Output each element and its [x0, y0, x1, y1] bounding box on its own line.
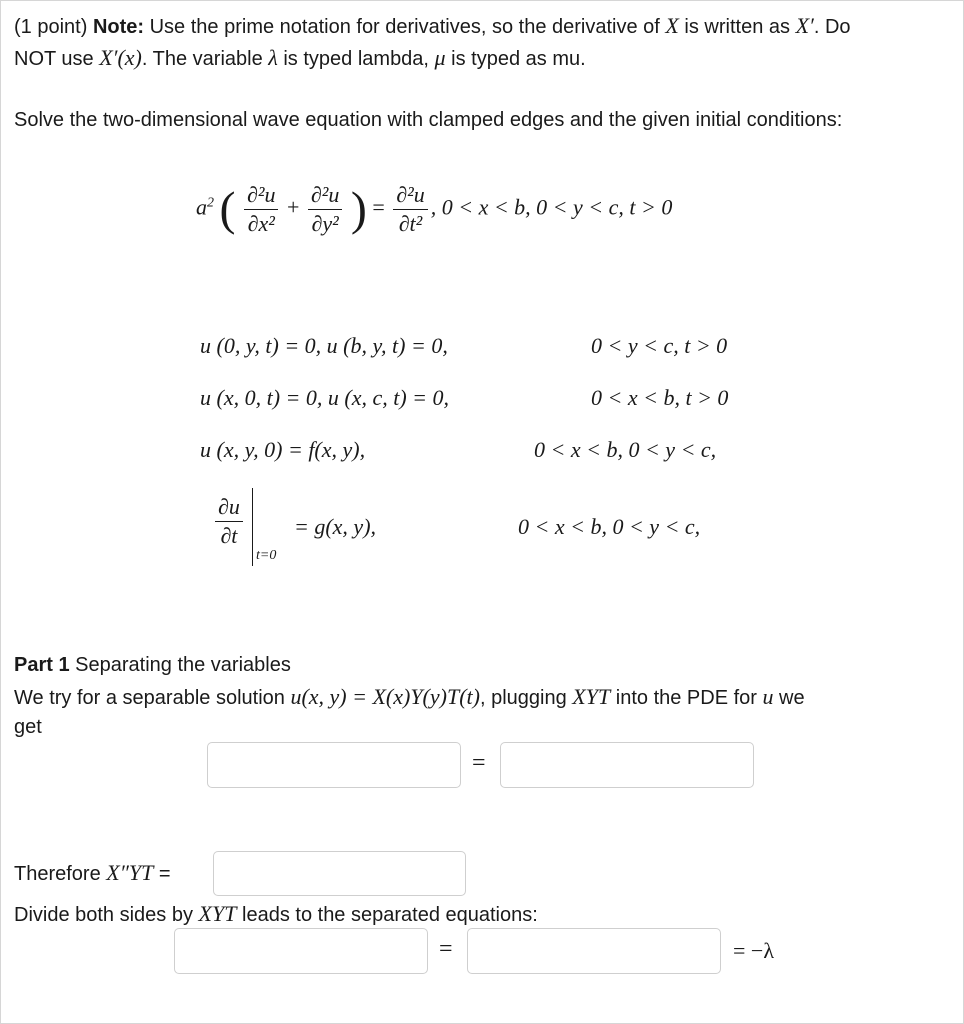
- frac-uyy: [308, 183, 342, 236]
- frac-den: ∂x²: [247, 211, 275, 236]
- frac-den: ∂t²: [398, 211, 423, 236]
- pde-coef: a: [196, 194, 207, 220]
- ic-f-lhs: u (x, y, 0) = f(x, y),: [200, 437, 366, 462]
- therefore-equals: =: [153, 863, 171, 885]
- answer-box-sep-lhs[interactable]: [174, 928, 428, 974]
- frac-num: ∂²u: [308, 183, 342, 210]
- var-XYT-2: XYT: [198, 901, 237, 926]
- pde-domain: , 0 < x < b, 0 < y < c, t > 0: [430, 194, 673, 220]
- var-X-prime-x: X′(x): [99, 45, 142, 70]
- var-u: u: [762, 684, 774, 709]
- var-lambda: λ: [268, 45, 278, 70]
- part1-text-d: we: [773, 687, 805, 709]
- right-paren: ): [350, 182, 367, 236]
- bc-y-rhs: 0 < x < b, t > 0: [591, 385, 729, 410]
- pde-equals: =: [372, 194, 385, 220]
- problem-statement: Solve the two-dimensional wave equation with clamped edges and the given initial conditions:: [14, 109, 843, 131]
- note-line-2: [14, 42, 586, 75]
- ic-g-rhs: = g(x, y),: [294, 514, 377, 539]
- plus-sign: +: [286, 194, 300, 220]
- part1-text-c: into the PDE for: [610, 687, 763, 709]
- neg-lambda: = −λ: [733, 938, 774, 963]
- frac-den: ∂t: [220, 523, 238, 548]
- note-label: Note:: [92, 16, 145, 38]
- part1-line: [14, 681, 805, 714]
- note-text-g: is typed as mu.: [445, 48, 586, 70]
- part1-label: Part 1: [14, 654, 70, 676]
- divide-text-a: Divide both sides by: [14, 904, 199, 926]
- left-paren: (: [219, 182, 236, 236]
- equals-sign-1: =: [472, 750, 486, 776]
- note-text-b: is written as: [678, 16, 796, 38]
- var-mu: μ: [434, 45, 446, 70]
- therefore-line: [14, 857, 171, 890]
- frac-num: ∂²u: [393, 183, 427, 210]
- divide-line: [14, 898, 538, 931]
- var-XYT: XYT: [572, 684, 611, 709]
- bc-x-lhs: u (0, y, t) = 0, u (b, y, t) = 0,: [200, 333, 448, 358]
- divide-text-b: leads to the separated equations:: [236, 904, 538, 926]
- part1-heading: [14, 650, 291, 681]
- answer-box-rhs[interactable]: [500, 742, 754, 788]
- part1-text-a: We try for a separable solution: [14, 687, 291, 709]
- frac-uxx: [244, 183, 278, 236]
- note-text-a: Use the prime notation for derivatives, so the derivative of: [144, 16, 666, 38]
- eval-bar: [252, 488, 253, 566]
- answer-box-therefore[interactable]: [213, 851, 466, 896]
- bc-x-rhs: 0 < y < c, t > 0: [591, 333, 728, 358]
- part1-get: get: [14, 716, 42, 738]
- therefore-label: Therefore: [14, 863, 107, 885]
- ic-deriv-frac: [212, 495, 246, 548]
- equals-sign-2: =: [439, 936, 453, 962]
- points-label: (1 point): [14, 16, 88, 38]
- note-text-f: is typed lambda,: [277, 48, 435, 70]
- note-text-c: . Do: [813, 16, 851, 38]
- separable-solution: u(x, y) = X(x)Y(y)T(t): [290, 684, 480, 709]
- frac-utt: [393, 183, 427, 236]
- note-line-1: [14, 10, 851, 43]
- bc-y-lhs: u (x, 0, t) = 0, u (x, c, t) = 0,: [200, 385, 450, 410]
- frac-dudt: [215, 495, 243, 548]
- part1-text-b: , plugging: [479, 687, 573, 709]
- therefore-expr: X″YT: [106, 860, 154, 885]
- wave-equation: $a^2$ ( $\frac{\text{∂²u}}{\text{∂x²}}$ + $\frac{\text{∂²u}}{\text{∂y²}}$ ) = $\frac{\text{∂²u}}{\text{∂t²}}$ , 0 < x < b, 0 < y < c, t > 0: [196, 182, 673, 236]
- note-text-e: . The variable: [141, 48, 269, 70]
- frac-den: ∂y²: [311, 211, 339, 236]
- frac-num: ∂u: [215, 495, 243, 522]
- note-text-d: NOT use: [14, 48, 100, 70]
- eval-at: t=0: [256, 548, 277, 563]
- ic-f-rhs: 0 < x < b, 0 < y < c,: [534, 437, 717, 462]
- ic-g-domain: 0 < x < b, 0 < y < c,: [518, 514, 701, 539]
- answer-box-lhs[interactable]: [207, 742, 461, 788]
- var-X: X: [665, 13, 679, 38]
- part1-title: Separating the variables: [69, 654, 291, 676]
- answer-box-sep-rhs[interactable]: [467, 928, 721, 974]
- frac-num: ∂²u: [244, 183, 278, 210]
- var-X-prime: X′: [795, 13, 814, 38]
